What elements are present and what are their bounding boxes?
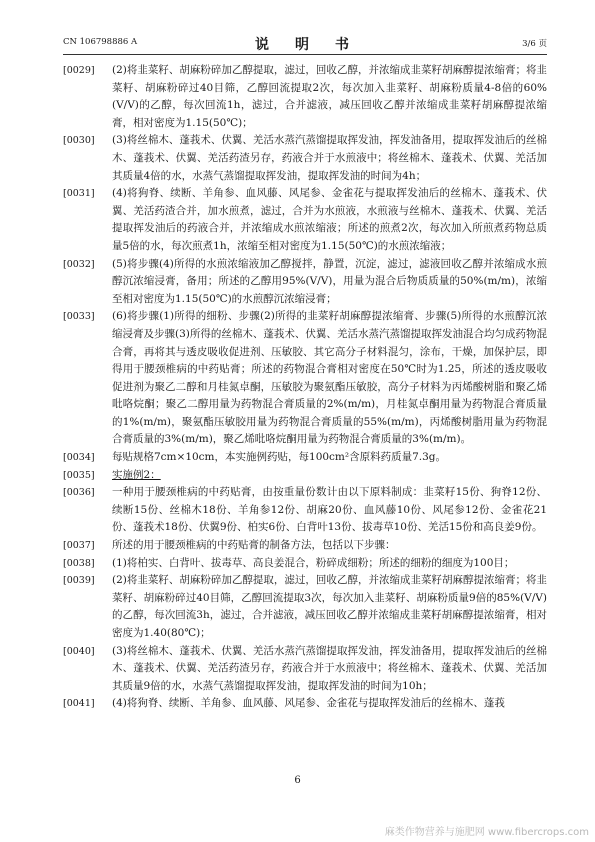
paragraph-number: [0032] xyxy=(63,258,95,270)
paragraph-number: [0030] xyxy=(63,135,95,147)
watermark: 麻类作物营养与施肥网 www.fibercrops.com xyxy=(384,827,589,838)
paragraph xyxy=(63,537,547,555)
paragraph xyxy=(63,449,547,467)
paragraph-number: [0036] xyxy=(63,487,95,499)
paragraph-number: [0031] xyxy=(63,188,95,200)
publication-number: CN 106798886 A xyxy=(63,37,138,47)
paragraph-text: (3)将丝棉木、蓬莪术、伏翼、羌活水蒸汽蒸馏提取挥发油，挥发油备用，提取挥发油后的丝棉木、蓬莪术、伏翼、羌活药渣另存，药液合并于水煎液中；将丝棉木、蓬莪术、伏翼、羌活加其质量9倍的水，水蒸气蒸馏提取挥发油，提取挥发油的时间为10h； xyxy=(112,644,547,692)
paragraph-text: (4)将狗脊、续断、羊角参、血风藤、风尾参、金雀花与提取挥发油后的丝棉木、蓬莪术、伏翼、羌活药渣合并，加水煎煮，滤过，合并为水煎液，水煎液与丝棉木、蓬莪术、伏翼、羌活提取挥发油后的药液合并，并浓缩成水煎浓缩液；所述的煎煮2次，每次加入所煎煮药物总质量5倍的水，每次煎煮1h，浓缩至相对密度为1.15(50℃)的水煎浓缩液； xyxy=(112,187,547,252)
paragraph xyxy=(63,308,547,449)
paragraph xyxy=(63,643,547,696)
paragraph-text: 所述的用于腰颈椎病的中药贴膏的制备方法，包括以下步骤： xyxy=(112,539,396,552)
paragraph-number: [0037] xyxy=(63,540,95,552)
document-body xyxy=(63,62,547,713)
paragraph-number: [0035] xyxy=(63,469,95,481)
paragraph-number: [0040] xyxy=(63,645,95,657)
paragraph xyxy=(63,555,547,573)
paragraph-number: [0041] xyxy=(63,698,95,710)
paragraph-text: (6)将步骤(1)所得的细粉、步骤(2)所得的韭菜籽胡麻醇提浓缩膏、步骤(5)所得的水煎醇沉浓缩浸膏及步骤(3)所得的丝棉木、蓬莪术、伏翼、羌活水蒸汽蒸馏提取挥发油混合均匀成药物混合膏，再将其与透皮吸收促进剂、压敏胶、其它高分子材料混匀，涂布，干燥，加保护层，即得用于腰颈椎病的中药贴膏；所述的药物混合膏相对密度在50℃时为1.25，所述的透皮吸收促进剂为聚乙二醇和月桂氮卓酮，压敏胶为聚氨酯压敏胶，高分子材料为丙烯酸树脂和聚乙烯吡咯烷酮；聚乙二醇用量为药物混合膏质量的2%(m/m)，月桂氮卓酮用量为药物混合膏质量的1%(m/m)，聚氨酯压敏胶用量为药物混合膏质量的55%(m/m)，丙烯酸树脂用量为药物混合膏质量的3%(m/m)，聚乙烯吡咯烷酮用量为药物混合膏质量的3%(m/m)。 xyxy=(112,310,547,446)
paragraph-text: 每贴规格7cm×10cm，本实施例药贴，每100cm²含原料药质量7.3g。 xyxy=(112,451,447,464)
paragraph-number: [0029] xyxy=(63,65,95,76)
paragraph-text: (1)将柏实、白背叶、拔毒草、高良姜混合，粉碎成细粉；所述的细粉的细度为100目； xyxy=(112,556,515,569)
paragraph-number: [0034] xyxy=(63,452,95,464)
paragraph-number: [0039] xyxy=(63,575,95,587)
paragraph xyxy=(63,132,547,185)
header-rule xyxy=(63,54,547,55)
paragraph-text: (4)将狗脊、续断、羊角参、血风藤、风尾参、金雀花与提取挥发油后的丝棉木、蓬莪 xyxy=(112,697,505,710)
paragraph xyxy=(63,185,547,255)
paragraph xyxy=(63,256,547,309)
paragraph-number: [0038] xyxy=(63,557,95,569)
paragraph-text: (3)将丝棉木、蓬莪术、伏翼、羌活水蒸汽蒸馏提取挥发油，挥发油备用，提取挥发油后的丝棉木、蓬莪术、伏翼、羌活药渣另存，药液合并于水煎液中；将丝棉木、蓬莪术、伏翼、羌活加其质量4倍的水，水蒸气蒸馏提取挥发油，提取挥发油的时间为4h； xyxy=(112,134,547,182)
paragraph xyxy=(63,467,547,485)
page-header xyxy=(63,34,547,52)
paragraph-text: 一种用于腰颈椎病的中药贴膏，由按重量份数计由以下原料制成：韭菜籽15份、狗脊12份、续断15份、丝棉木18份、羊角参12份、胡麻20份、血风藤10份、风尾参12份、金雀花21份、蓬莪术18份、伏翼9份、柏实6份、白背叶13份、拔毒草10份、羌活15份和高良姜9份。 xyxy=(112,486,547,534)
document-title: 说 明 书 xyxy=(255,37,355,53)
paragraph-number: [0033] xyxy=(63,311,95,323)
paragraph-text: (2)将韭菜籽、胡麻粉碎加乙醇提取，滤过，回收乙醇，并浓缩成韭菜籽胡麻醇提浓缩膏；将韭菜籽、胡麻粉碎过40目筛，乙醇回流提取2次，每次加入韭菜籽、胡麻粉质量4-8倍的60%(V/V)的乙醇，每次回流1h，滤过，合并滤液，减压回收乙醇并浓缩成韭菜籽胡麻醇提浓缩膏，相对密度为1.15(50℃)； xyxy=(112,64,547,129)
paragraph-text: 实施例2： xyxy=(112,468,161,481)
page-indicator: 3/6 页 xyxy=(522,39,547,49)
paragraph-text: (2)将韭菜籽、胡麻粉碎加乙醇提取，滤过，回收乙醇，并浓缩成韭菜籽胡麻醇提浓缩膏；将韭菜籽、胡麻粉碎过40目筛，乙醇回流提取3次，每次加入韭菜籽、胡麻粉质量9倍的85%(V/V)的乙醇，每次回流3h，滤过，合并滤液，减压回收乙醇并浓缩成韭菜籽胡麻醇提浓缩膏，相对密度为1.40(80℃)； xyxy=(112,574,547,639)
page-number: 6 xyxy=(294,775,301,786)
paragraph-text: (5)将步骤(4)所得的水煎浓缩液加乙醇搅拌，静置，沉淀，滤过，滤液回收乙醇并浓缩成水煎醇沉浓缩浸膏，备用；所述的乙醇用95%(V/V)，用量为混合后物质质量的50%(m/m)，浓缩至相对密度为1.15(50℃)的水煎醇沉浓缩浸膏； xyxy=(112,257,547,305)
paragraph xyxy=(63,62,547,132)
paragraph xyxy=(63,695,547,713)
paragraph xyxy=(63,572,547,642)
paragraph xyxy=(63,484,547,537)
